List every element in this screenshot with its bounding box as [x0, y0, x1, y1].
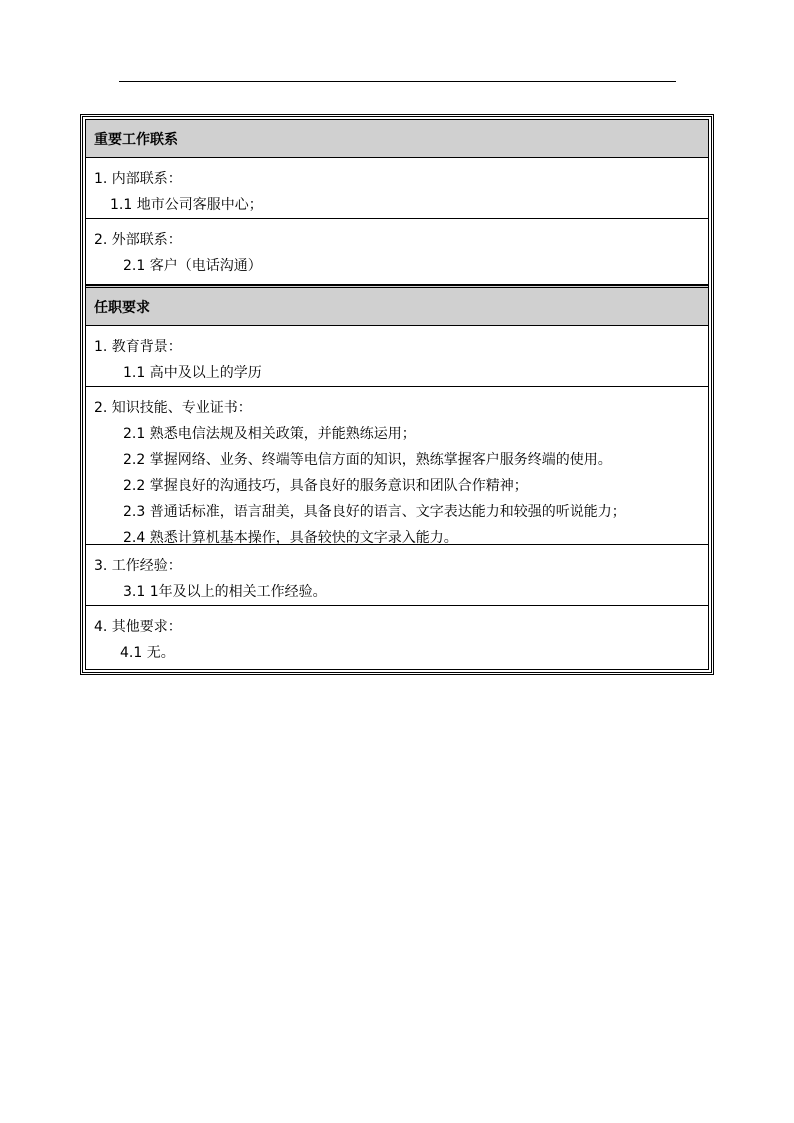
row-heading: 4. 其他要求： — [94, 619, 182, 635]
section-title-work-contacts: 重要工作联系 — [86, 120, 708, 158]
table-row — [86, 326, 708, 387]
table-row — [86, 387, 708, 545]
row-heading: 2. 外部联系： — [94, 232, 182, 248]
table-row — [86, 606, 708, 669]
row-heading: 2. 知识技能、专业证书： — [94, 400, 252, 416]
row-item: 4.1 无。 — [120, 645, 175, 661]
header-rule — [119, 81, 676, 82]
row-item: 1.1 地市公司客服中心； — [110, 197, 263, 213]
job-requirements-table — [80, 114, 714, 675]
table-row — [86, 219, 708, 285]
row-heading: 1. 教育背景： — [94, 339, 182, 355]
row-item: 2.2 掌握良好的沟通技巧，具备良好的服务意识和团队合作精神； — [123, 478, 528, 494]
table-row — [86, 158, 708, 219]
section-title-job-requirements: 任职要求 — [86, 285, 708, 326]
table-inner — [85, 119, 709, 670]
row-item: 2.1 熟悉电信法规及相关政策，并能熟练运用； — [123, 426, 416, 442]
table-row — [86, 545, 708, 606]
row-item: 1.1 高中及以上的学历 — [123, 365, 262, 381]
row-item: 2.1 客户（电话沟通） — [123, 258, 262, 274]
row-heading: 1. 内部联系： — [94, 171, 182, 187]
row-item: 3.1 1年及以上的相关工作经验。 — [123, 584, 327, 600]
row-item: 2.4 熟悉计算机基本操作，具备较快的文字录入能力。 — [123, 530, 458, 546]
row-item: 2.2 掌握网络、业务、终端等电信方面的知识，熟练掌握客户服务终端的使用。 — [123, 452, 612, 468]
row-item: 2.3 普通话标准，语言甜美，具备良好的语言、文字表达能力和较强的听说能力； — [123, 504, 626, 520]
row-heading: 3. 工作经验： — [94, 558, 182, 574]
